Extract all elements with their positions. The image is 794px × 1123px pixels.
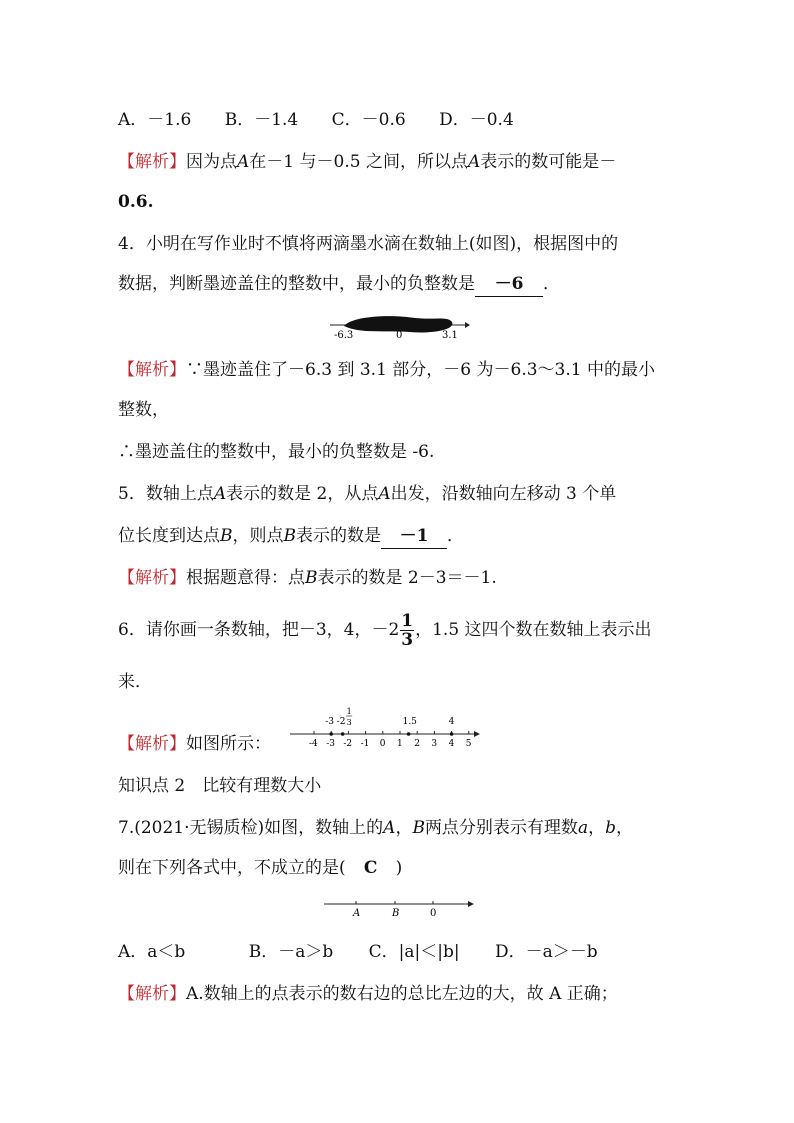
q7-number-line (324, 896, 474, 920)
q7-answer: C (363, 858, 378, 878)
variable: A (378, 484, 391, 504)
question-text: ， (615, 818, 633, 838)
fraction-denominator: 3 (401, 630, 414, 650)
variable: A (467, 152, 481, 172)
q6-analysis (118, 732, 271, 756)
analysis-text: 表示的数可能是－ (480, 152, 617, 172)
question-text: 7.(2021·无锡质检)如图，数轴上的 (118, 818, 384, 838)
q3-option-b: B．－1.4 (224, 110, 299, 130)
question-text: ，1.5 这四个数在数轴上表示出 (415, 620, 652, 640)
q6-question-line1 (118, 612, 652, 649)
analysis-text: A.数轴上的点表示的数右边的总比左边的大，故 A 正确； (186, 984, 618, 1004)
q4-analysis-line3: ∴墨迹盖住的整数中，最小的负整数是 -6. (118, 442, 435, 462)
q7-question-line1 (118, 816, 633, 840)
section-heading: 知识点 2 比较有理数大小 (118, 776, 322, 796)
question-text: 位长度到达点 (118, 526, 220, 546)
fraction-label-denominator: 3 (346, 718, 352, 727)
label-zero: 0 (396, 330, 403, 341)
q5-analysis (118, 566, 497, 590)
point-2 (407, 732, 411, 736)
fraction-numerator: 1 (401, 611, 414, 631)
q4-question-line1: 4．小明在写作业时不慎将两滴墨水滴在数轴上(如图)，根据图中的 (118, 234, 619, 254)
point-label-0: -3 (325, 717, 334, 727)
variable: A (383, 818, 396, 838)
q4-question-line2 (118, 272, 560, 297)
analysis-text: 如图所示： (186, 734, 271, 754)
q5-answer: －1 (381, 524, 447, 549)
analysis-tag: 【解析】 (118, 568, 186, 588)
analysis-text: 因为点 (186, 152, 237, 172)
q3-analysis-line2: 0.6. (118, 192, 154, 212)
axis-arrow (465, 322, 470, 328)
q4-analysis-line2: 整数， (118, 400, 169, 420)
tick-label-9: 5 (465, 739, 472, 749)
point-0 (329, 732, 333, 736)
question-text: 出发，沿数轴向左移动 3 个单 (390, 484, 617, 504)
label-right: 3.1 (442, 330, 458, 341)
tick-label-3: -1 (360, 739, 370, 749)
variable: B (305, 568, 318, 588)
label-a: A (353, 908, 361, 919)
variable: B (220, 526, 233, 546)
question-text: 5．数轴上点 (118, 484, 214, 504)
tick-label-6: 2 (414, 739, 420, 749)
variable: A (213, 484, 227, 504)
variable: B (283, 526, 296, 546)
q7-option-b: B．－a＞b (248, 942, 334, 962)
axis-arrow (468, 901, 474, 907)
label-b: B (392, 908, 400, 919)
q5-question-line2 (118, 524, 464, 549)
q7-option-c: C．|a|＜|b| (368, 942, 460, 962)
question-text: ， (395, 818, 413, 838)
tick-label-4: 0 (379, 739, 386, 749)
tick-label-7: 3 (431, 739, 438, 749)
analysis-tag: 【解析】 (118, 152, 186, 172)
q7-question-line2 (118, 856, 402, 880)
q4-ink-number-line (330, 312, 470, 342)
fraction (400, 612, 414, 649)
q3-option-c: C．－0.6 (331, 110, 406, 130)
q3-option-a: A．－1.6 (118, 110, 192, 130)
q7-analysis (118, 982, 618, 1006)
fraction-label-numerator: 1 (346, 707, 352, 716)
analysis-text: ∵墨迹盖住了－6.3 到 3.1 部分，－6 为－6.3～3.1 中的最小 (186, 360, 655, 380)
question-text: 数据，判断墨迹盖住的整数中，最小的负整数是 (118, 274, 475, 294)
q4-answer: －6 (475, 272, 543, 297)
question-text: ， (588, 818, 606, 838)
question-text: 表示的数是 2，从点 (226, 484, 379, 504)
q7-option-d: D．－a＞－b (494, 942, 598, 962)
label-left: -6.3 (334, 330, 354, 341)
variable: a (577, 818, 589, 838)
point-3 (450, 732, 454, 736)
question-text: ． (447, 526, 464, 546)
tick-label-1: -3 (326, 739, 335, 749)
analysis-tag: 【解析】 (118, 734, 186, 754)
q6-number-line (290, 706, 480, 750)
tick-label-2: -2 (343, 739, 353, 749)
point-1 (341, 732, 345, 736)
question-text: ． (543, 274, 560, 294)
tick-label-8: 4 (448, 739, 455, 749)
q3-option-d: D．－0.4 (439, 110, 514, 130)
analysis-text: 根据题意得：点 (186, 568, 305, 588)
label-zero: 0 (430, 908, 437, 919)
tick-label-0: -4 (309, 739, 318, 749)
q7-options-row (118, 940, 598, 964)
tick-label-5: 1 (397, 739, 403, 749)
axis-arrow (474, 731, 480, 737)
question-text: 表示的数是 (296, 526, 381, 546)
variable: A (237, 152, 250, 172)
point-label-3: 4 (448, 717, 455, 727)
q5-question-line1 (118, 482, 616, 506)
question-text: 6．请你画一条数轴，把－3，4，－2 (118, 620, 400, 640)
analysis-tag: 【解析】 (118, 360, 186, 380)
q3-analysis-line1 (118, 150, 616, 174)
question-text: 则在下列各式中，不成立的是( (118, 858, 346, 878)
analysis-tag: 【解析】 (118, 984, 186, 1004)
analysis-text: 表示的数是 2－3＝－1. (317, 568, 497, 588)
analysis-text: 在－1 与－0.5 之间，所以点 (249, 152, 468, 172)
variable: b (605, 818, 616, 838)
variable: B (412, 818, 425, 838)
point-label-2: 1.5 (402, 717, 417, 727)
question-text: 两点分别表示有理数 (424, 818, 578, 838)
question-text: ) (395, 858, 403, 878)
point-label-1: -2 (336, 717, 346, 727)
q4-analysis-line1 (118, 358, 655, 382)
q6-question-line2: 来． (118, 672, 152, 692)
question-text: ，则点 (232, 526, 284, 546)
q3-options-row (118, 108, 514, 132)
q7-option-a: A．a＜b (118, 942, 186, 962)
